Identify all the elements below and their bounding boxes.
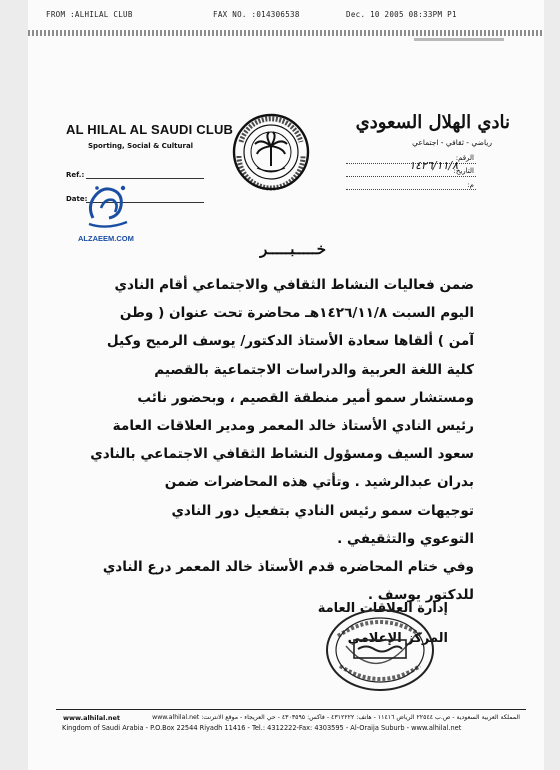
body-line: للدكتور يوسف . [367,587,474,604]
attachments-line-arabic [346,189,476,190]
attachments-label-arabic: م: [467,181,474,189]
club-seal-icon [231,112,311,192]
handwritten-date: ١٤٢٦/١١/٨ [409,159,458,172]
footer-rule-top [56,709,526,710]
club-name-english: AL HILAL AL SAUDI CLUB [66,122,234,137]
document-body [84,271,474,609]
date-label: Date: [66,195,88,203]
club-name-arabic: نادي الهلال السعودي [355,112,510,133]
number-label-arabic: الرقم: [455,154,474,162]
watermark-caption: ALZAEEM.COM [78,234,134,243]
body-line: رئيس النادي الأستاذ خالد المعمر ومدير العلاقات العامة [112,418,474,435]
body-line: توجيهات سمو رئيس النادي بتفعيل دور النادي [171,502,474,519]
footer-website: www.alhilal.net [63,714,120,722]
fax-date: Dec. 10 2005 08:33PM P1 [346,10,457,19]
body-line: آمن ) ألقاها سعادة الأستاذ الدكتور/ يوسف الرميح وكيل [106,333,474,350]
body-line: سعود السيف ومسؤول النشاط الثقافي الاجتماعي بالنادي [90,446,474,463]
signature-department: إدارة العلاقات العامة [317,601,448,616]
body-line: كلية اللغة العربية والدراسات الاجتماعية بالقصيم [154,361,474,378]
fax-number: FAX NO. :014306538 [213,10,300,19]
official-stamp-icon [324,606,436,694]
body-line: وفي ختام المحاضره قدم الأستاذ خالد المعمر درع النادي [102,559,474,576]
footer-address-english: Kingdom of Saudi Arabia - P.O.Box 22544 Riyadh 11416 - Tel.: 4312222-Fax: 4303595 - Al-Oraija Suburb - www.alhilal.net [62,724,462,732]
body-line: ومستشار سمو أمير منطقة القصيم ، وبحضور نائب [137,389,474,406]
body-line: اليوم السبت ١٤٢٦/١١/٨هـ محاضرة تحت عنوان ( وطن [119,305,474,322]
footer-address-arabic: المملكة العربية السعودية - ص.ب ٢٢٥٤٤ الرياض ١١٤١٦ - هاتف: ٤٣١٢٢٢٢ - فاكس: ٤٣٠٣٥٩٥ - حي العريجاء - موقع الانترنت: www.alhilal.net [152,714,520,721]
club-subtitle-english: Sporting, Social & Cultural [88,142,194,150]
fax-noise-mark [414,38,504,41]
club-subtitle-arabic: رياضي - ثقافي - اجتماعي [412,138,492,147]
fax-from: FROM :ALHILAL CLUB [46,10,133,19]
fax-noise-divider [28,30,544,36]
document-heading: خـــــبـــــر [259,240,327,258]
date-label-arabic: التاريخ: [453,167,474,175]
body-line: بدران عبدالرشيد . وتأتي هذه المحاضرات ضمن [164,474,474,491]
fax-page [28,0,544,770]
ref-label: Ref.: [66,171,85,179]
date-line-arabic [346,176,476,177]
signature-center: المركز الإعلامي [347,631,448,646]
alzaeem-logo-icon [83,178,133,230]
body-line: ضمن فعاليات النشاط الثقافي والاجتماعي أقام النادي [114,277,474,293]
body-line: التوعوي والتثقيفي . [337,530,474,547]
